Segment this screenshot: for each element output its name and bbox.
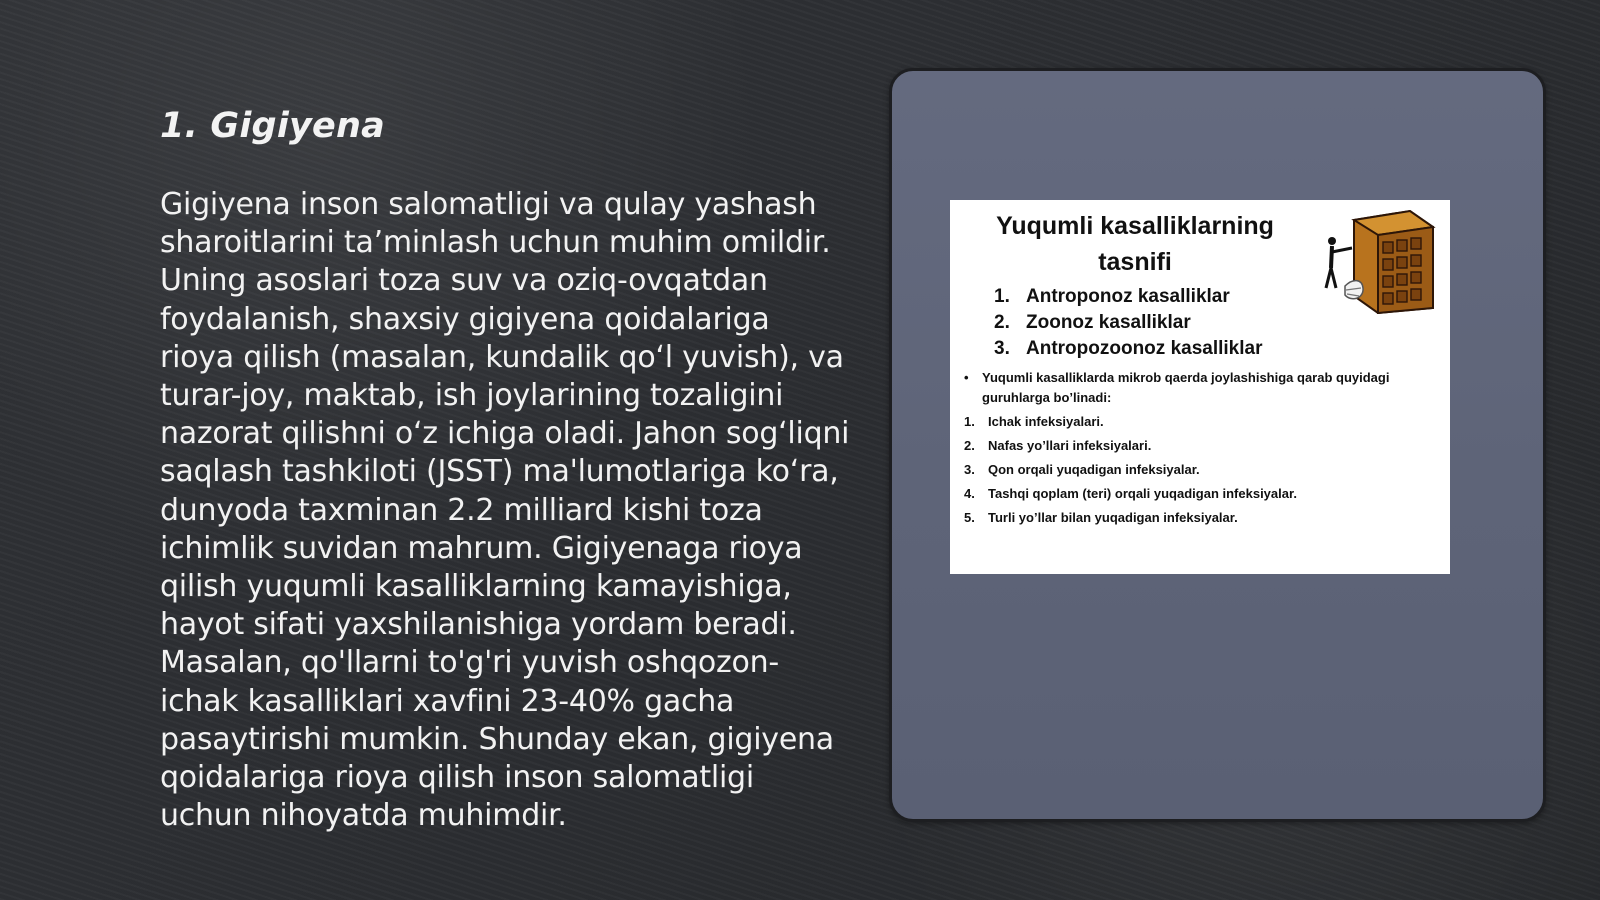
item-number: 2. (964, 438, 975, 453)
main-classification-list (994, 284, 1304, 362)
infection-group-item (964, 458, 1434, 482)
item-text: Antropozoonoz kasalliklar (1026, 338, 1263, 359)
item-number: 3. (964, 462, 975, 477)
item-text: Ichak infeksiyalari. (988, 414, 1104, 429)
slide-body-text: Gigiyena inson salomatligi va qulay yashash sharoitlarini ta’minlash uchun muhim omildir. Uning asoslari toza suv va oziq-ovqatdan foydalanish, shaxsiy gigiyena qoidalariga rioya qilish (masalan, kundalik qoʻl yuvish), va turar-joy, maktab, ish joylarining tozaligini nazorat qilishni oʻz ichiga oladi. Jahon sogʻliqni saqlash tashkiloti (JSST) ma'lumotlariga koʻra, dunyoda taxminan 2.2 milliard kishi toza ichimlik suvidan mahrum. Gigiyenaga rioya qilish yuqumli kasalliklarning kamayishiga, hayot sifati yaxshilanishiga yordam beradi. Masalan, qo'llarni to'g'ri yuvish oshqozon-ichak kasalliklari xavfini 23-40% gacha pasaytirishi mumkin. Shunday ekan, gigiyena qoidalariga rioya qilish inson salomatligi uchun nihoyatda muhimdir. (160, 187, 850, 834)
slide-title: 1. Gigiyena (160, 106, 385, 146)
infection-group-item (964, 410, 1434, 434)
infection-group-item (964, 482, 1434, 506)
note-text: Yuqumli kasalliklarda mikrob qaerda joylashishiga qarab quyidagi guruhlarga bo’linadi: (982, 370, 1390, 405)
item-number: 1. (964, 414, 975, 429)
infection-group-item (964, 434, 1434, 458)
infection-group-item (964, 506, 1434, 530)
classification-note (964, 368, 1434, 408)
item-text: Antroponoz kasalliklar (1026, 286, 1230, 307)
item-number: 2. (994, 312, 1010, 333)
classification-image-card (950, 200, 1450, 574)
card-title: Yuqumli kasalliklarning tasnifi (996, 212, 1274, 276)
main-classification-item (994, 336, 1304, 362)
item-number: 1. (994, 286, 1010, 307)
main-classification-item (994, 284, 1304, 310)
person-filing-cabinet-icon (1320, 204, 1442, 314)
infection-group-list (964, 410, 1434, 530)
item-number: 5. (964, 510, 975, 525)
item-number: 4. (964, 486, 975, 501)
item-text: Nafas yo’llari infeksiyalari. (988, 438, 1152, 453)
item-text: Zoonoz kasalliklar (1026, 312, 1191, 333)
bullet-icon: • (964, 370, 969, 385)
item-text: Tashqi qoplam (teri) orqali yuqadigan infeksiyalar. (988, 486, 1297, 501)
main-classification-item (994, 310, 1304, 336)
item-text: Turli yo’llar bilan yuqadigan infeksiyalar. (988, 510, 1238, 525)
item-number: 3. (994, 338, 1010, 359)
item-text: Qon orqali yuqadigan infeksiyalar. (988, 462, 1200, 477)
